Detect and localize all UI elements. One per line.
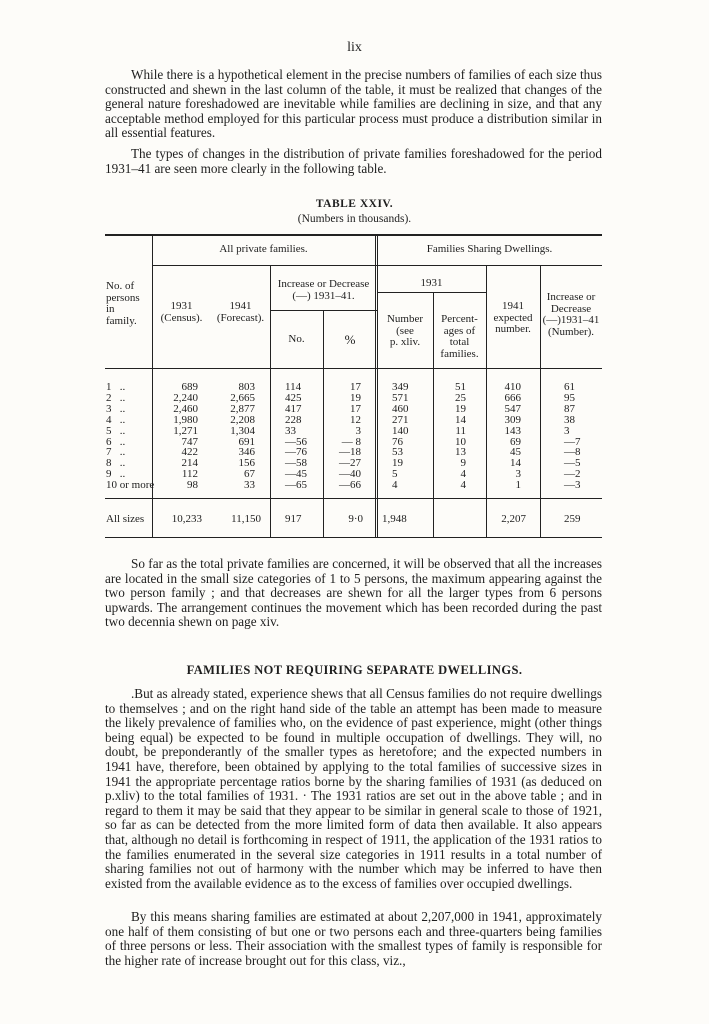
cell-exp-row-5: 143 — [504, 424, 521, 437]
column-size — [106, 382, 154, 491]
cell-pct-row-10: —66 — [339, 479, 361, 492]
cell-c1941-row-1: 803 — [238, 381, 255, 393]
cell-inc-row-4: 228 — [285, 413, 302, 426]
header-all-private-families: All private families. — [219, 243, 308, 255]
table-xxiv — [105, 234, 602, 538]
cell-perc-row-9: 4 — [460, 468, 466, 481]
table-vline-3 — [270, 265, 271, 537]
cell-exp-row-1: 410 — [504, 381, 521, 393]
cell-pct-row-1: 17 — [350, 381, 361, 393]
cell-num-row-1: 349 — [392, 381, 409, 393]
cell-exp-row-10: 1 — [515, 479, 521, 492]
table-rule-header-bottom — [105, 368, 602, 369]
paragraph-intro: While there is a hypothetical element in the precise numbers of families of each size thus constructed and shewn in the last column of the table, it must be realized that changes of the general nature foreshadowed are inevitable while families are declining in size, and that any acceptable method employed for this particular process must produce a distribution similar in all essential features. — [105, 67, 602, 141]
header-percentages: Percent- ages of total families. — [440, 313, 479, 360]
paragraph-total-private-families: So far as the total private families are concerned, it will be observed that all the increases are located in the small size categories of 1 to 5 persons, the maximum appearing against the two person family ; and that decreases are shewn for all the larger types from 6 persons upwards. The arrangement continues the movement which has been recorded during the past two decennia shewn on page xiv. — [105, 556, 602, 630]
total-1941: 11,150 — [231, 513, 261, 525]
cell-dec-row-3: 87 — [564, 402, 575, 415]
cell-c1931-row-7: 422 — [181, 446, 198, 459]
cell-size-row-7: 7 .. — [106, 446, 126, 459]
cell-inc-row-3: 417 — [285, 402, 302, 415]
paragraph-estimate: By this means sharing families are estimated at about 2,207,000 in 1941, approximately one half of them consisting of but one or two persons each and three-quarters being families of three persons or less. Their association with the smallest types of family is responsible for the higher rate of increase brought out for this class, viz., — [105, 909, 602, 968]
cell-inc-row-2: 425 — [285, 391, 302, 404]
table-subtitle: (Numbers in thousands). — [297, 213, 412, 225]
cell-exp-row-6: 69 — [510, 435, 521, 448]
cell-dec-row-6: —7 — [564, 435, 581, 448]
cell-dec-row-10: —3 — [564, 479, 581, 492]
column-increase — [285, 382, 307, 491]
cell-pct-row-7: —18 — [339, 446, 361, 459]
cell-perc-row-3: 19 — [455, 402, 466, 415]
header-sharing-1931: 1931 — [420, 277, 443, 289]
table-rule-1931 — [377, 292, 486, 293]
cell-size-row-1: 1 .. — [106, 381, 126, 393]
paragraph-types-of-changes: The types of changes in the distribution of private families foreshadowed for the period 1931–41 are seen more clearly in the following table. — [105, 146, 602, 176]
table-title: TABLE XXIV. — [315, 198, 394, 210]
cell-dec-row-8: —5 — [564, 457, 581, 470]
cell-pct-row-2: 19 — [350, 391, 361, 404]
cell-c1941-row-9: 67 — [244, 468, 255, 481]
header-share-increase-decrease: Increase or Decrease (—)1931–41 (Number). — [542, 291, 600, 338]
header-increase-decrease: Increase or Decrease (—) 1931–41. — [277, 278, 370, 302]
cell-num-row-2: 571 — [392, 391, 409, 404]
column-1941 — [211, 382, 255, 491]
cell-perc-row-2: 25 — [455, 391, 466, 404]
cell-size-row-6: 6 .. — [106, 435, 126, 448]
paragraph-sharing-families: .But as already stated, experience shews that all Census families do not require dwellings to themselves ; and on the right hand side of the table an attempt has been made to measure the likely prevalence of families who, on the evidence of past experience, might (other things being equal) be expected to be found in multiple occupation of dwellings. They will, no doubt, be preponderantly of the smaller types as heretofore; and the expected numbers in 1941 have, therefore, been obtained by applying to the total families of successive sizes in 1941 the appropriate percentage ratios borne by the sharing families of 1931 (as deduced on p.xliv) to the total families of 1931. · The 1931 ratios are set out in the above table ; and in regard to them it may be said that they appear to be similar in general scale to those of 1921, so far as can be detected from the more limited form of data then available. It also appears that, although no detail is forthcoming in respect of 1911, the application of the 1931 ratios to the families enumerated in the several size categories in 1911 results in a total number of sharing families not out of harmony with the number which may be inferred to have then existed from the available evidence as to the excess of families over occupied dwellings. — [105, 686, 602, 891]
total-percent: 9·0 — [348, 513, 363, 525]
cell-dec-row-9: —2 — [564, 468, 581, 481]
table-rule-top-double — [105, 235, 602, 236]
cell-c1941-row-5: 1,304 — [230, 424, 255, 437]
cell-num-row-4: 271 — [392, 413, 409, 426]
cell-c1931-row-2: 2,240 — [173, 391, 198, 404]
total-expected: 2,207 — [501, 513, 526, 525]
cell-inc-row-6: —56 — [285, 435, 307, 448]
cell-perc-row-1: 51 — [455, 381, 466, 393]
cell-inc-row-1: 114 — [285, 381, 302, 393]
section-heading: FAMILIES NOT REQUIRING SEPARATE DWELLINGS. — [186, 663, 523, 677]
cell-perc-row-8: 9 — [460, 457, 466, 470]
cell-size-row-8: 8 .. — [106, 457, 126, 470]
cell-exp-row-9: 3 — [515, 468, 521, 481]
cell-inc-row-8: —58 — [285, 457, 307, 470]
column-sharing-change — [564, 382, 581, 491]
cell-c1941-row-10: 33 — [244, 479, 255, 492]
cell-perc-row-6: 10 — [455, 435, 466, 448]
cell-exp-row-7: 45 — [510, 446, 521, 459]
cell-c1941-row-7: 346 — [238, 446, 255, 459]
cell-c1931-row-3: 2,460 — [173, 402, 198, 415]
total-label: All sizes — [106, 513, 145, 525]
cell-num-row-3: 460 — [392, 402, 409, 415]
total-sharing-change: 259 — [564, 513, 581, 525]
cell-c1941-row-8: 156 — [238, 457, 255, 470]
cell-c1931-row-5: 1,271 — [173, 424, 198, 437]
header-number-see: Number (see p. xliv. — [386, 313, 424, 349]
header-families-sharing: Families Sharing Dwellings. — [426, 243, 553, 255]
cell-inc-row-7: —76 — [285, 446, 307, 459]
cell-dec-row-4: 38 — [564, 413, 575, 426]
cell-pct-row-3: 17 — [350, 402, 361, 415]
table-rule-bottom — [105, 537, 602, 538]
cell-size-row-2: 2 .. — [106, 391, 126, 404]
cell-inc-row-9: —45 — [285, 468, 307, 481]
cell-c1931-row-4: 1,980 — [173, 413, 198, 426]
column-expected — [486, 382, 521, 491]
cell-num-row-6: 76 — [392, 435, 403, 448]
header-size: No. of persons in family. — [106, 280, 140, 327]
cell-size-row-5: 5 .. — [106, 424, 126, 437]
cell-c1941-row-2: 2,665 — [230, 391, 255, 404]
total-1931: 10,233 — [171, 513, 202, 525]
cell-size-row-4: 4 .. — [106, 413, 126, 426]
cell-exp-row-2: 666 — [504, 391, 521, 404]
cell-pct-row-5: 3 — [355, 424, 361, 437]
cell-pct-row-8: —27 — [339, 457, 361, 470]
cell-size-row-9: 9 .. — [106, 468, 126, 481]
cell-c1931-row-8: 214 — [181, 457, 198, 470]
header-percent: % — [344, 332, 356, 347]
cell-exp-row-4: 309 — [504, 413, 521, 426]
cell-num-row-7: 53 — [392, 446, 403, 459]
cell-c1941-row-6: 691 — [238, 435, 255, 448]
cell-exp-row-8: 14 — [510, 457, 521, 470]
column-number — [392, 382, 409, 491]
cell-dec-row-5: 3 — [564, 424, 570, 437]
cell-num-row-5: 140 — [392, 424, 409, 437]
cell-inc-row-10: —65 — [285, 479, 307, 492]
header-no: No. — [288, 333, 305, 345]
cell-c1931-row-1: 689 — [181, 381, 198, 393]
cell-dec-row-1: 61 — [564, 381, 575, 393]
cell-pct-row-4: 12 — [350, 413, 361, 426]
cell-size-row-10: 10 or more — [106, 479, 155, 492]
cell-pct-row-6: — 8 — [341, 435, 361, 448]
cell-inc-row-5: 33 — [285, 424, 296, 437]
column-percentages — [433, 382, 466, 491]
cell-c1941-row-3: 2,877 — [230, 402, 255, 415]
column-percent — [323, 382, 361, 491]
cell-pct-row-9: —40 — [339, 468, 361, 481]
cell-exp-row-3: 547 — [504, 402, 521, 415]
cell-perc-row-7: 13 — [455, 446, 466, 459]
total-increase: 917 — [285, 513, 302, 525]
header-1931-census: 1931 (Census). — [160, 300, 203, 324]
table-rule-before-total — [105, 498, 602, 499]
column-1931 — [152, 382, 198, 491]
cell-perc-row-4: 14 — [455, 413, 466, 426]
cell-num-row-9: 5 — [392, 468, 398, 481]
header-1941-forecast: 1941 (Forecast). — [216, 300, 265, 324]
cell-num-row-8: 19 — [392, 457, 403, 470]
cell-num-row-10: 4 — [392, 479, 398, 492]
cell-c1931-row-10: 98 — [187, 479, 198, 492]
page-number: lix — [347, 40, 362, 55]
cell-c1931-row-6: 747 — [181, 435, 198, 448]
total-number: 1,948 — [382, 513, 407, 525]
cell-perc-row-5: 11 — [455, 424, 466, 437]
cell-dec-row-2: 95 — [564, 391, 575, 404]
cell-c1931-row-9: 112 — [181, 468, 198, 481]
header-1941-expected: 1941 expected number. — [493, 300, 533, 336]
cell-c1941-row-4: 2,208 — [230, 413, 255, 426]
cell-dec-row-7: —8 — [564, 446, 581, 459]
cell-size-row-3: 3 .. — [106, 402, 126, 415]
cell-perc-row-10: 4 — [460, 479, 466, 492]
